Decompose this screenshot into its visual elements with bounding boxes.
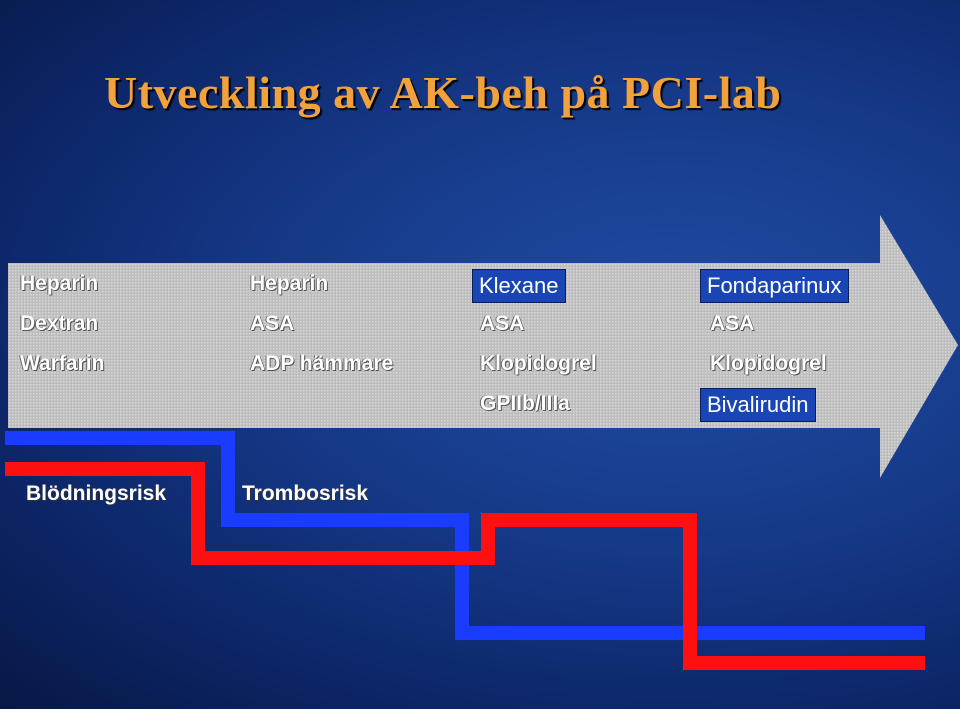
drug-col3-row3: Klopidogrel (480, 352, 597, 375)
drug-col1-row3: Warfarin (20, 352, 105, 375)
drug-col3-row2: ASA (480, 312, 525, 335)
drug-col1-row2: Dextran (20, 312, 99, 335)
drug-col4-row3: Klopidogrel (710, 352, 827, 375)
thrombosis-risk-label: Trombosrisk (242, 482, 369, 505)
slide-title: Utveckling av AK-beh på PCI-lab (104, 67, 782, 118)
drug-col4-row2: ASA (710, 312, 755, 335)
bleeding-risk-label: Blödningsrisk (26, 482, 167, 505)
drug-col3-row4: GPIIb/IIIa (480, 392, 570, 415)
drug-col4-row4: Bivalirudin (700, 388, 816, 422)
drug-col2-row3: ADP hämmare (250, 352, 394, 375)
drug-col2-row1: Heparin (250, 272, 329, 295)
drug-col2-row2: ASA (250, 312, 295, 335)
drug-col1-row1: Heparin (20, 272, 99, 295)
drug-col4-row1: Fondaparinux (700, 269, 849, 303)
drug-col3-row1: Klexane (472, 269, 566, 303)
